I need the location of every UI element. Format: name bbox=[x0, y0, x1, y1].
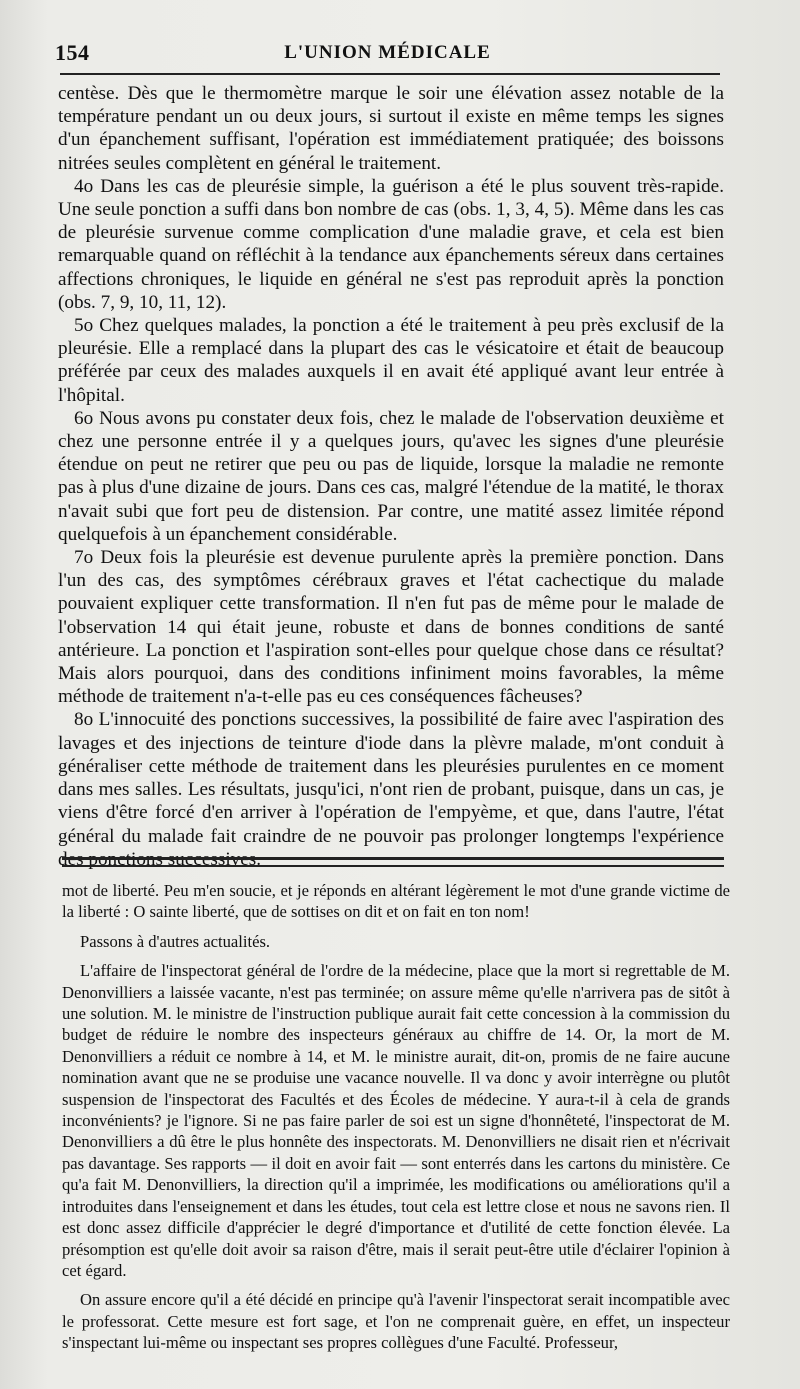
paragraph-continuation: centèse. Dès que le thermomètre marque le soir une élévation assez notable de la température pendant un ou deux jours, si surtout il existe en même temps les signes d'un épanchement suffisant, l'opération est immédiatement pratiquée; des boissons nitrées seules complètent en général le traitement. bbox=[58, 83, 724, 174]
feuilleton-paragraph-transition: Passons à d'autres actualités. bbox=[80, 931, 271, 951]
paragraph-point-6: 6o Nous avons pu constater deux fois, chez le malade de l'observation deuxième et chez une personne entrée il y a quelques jours, qu'avec les signes d'une pleurésie étendue on peut ne retirer que peu ou pas de liquide, lorsque la maladie ne remonte pas à plus d'une dizaine de jours. Dans ces cas, malgré l'étendue de la matité, le thorax n'avait subi que fort peu de distension. Par contre, une matité assez limitée répond quelquefois à un épanchement considérable. bbox=[58, 407, 724, 545]
paragraph-point-4: 4o Dans les cas de pleurésie simple, la guérison a été le plus souvent très-rapide. Une seule ponction a suffi dans bon nombre de cas (obs. 1, 3, 4, 5). Même dans les cas de pleurésie survenue comme complication d'une maladie grave, et cela est bien remarquable quand on réfléchit à la tendance aux épanchements séreux dans certaines affections chroniques, le liquide en général ne s'est pas reproduit après la ponction (obs. 7, 9, 10, 11, 12). bbox=[58, 175, 724, 313]
section-divider bbox=[62, 857, 724, 867]
paragraph-point-8: 8o L'innocuité des ponctions successives, la possibilité de faire avec l'aspiration des lavages et des injections de teinture d'iode dans la plèvre malade, m'ont conduit à généraliser cette méthode de traitement dans les pleurésies purulentes en ce moment dans mes salles. Les résultats, jusqu'ici, n'ont rien de probant, puisque, dans un cas, je viens d'être forcé d'en arriver à l'opération de l'empyème, et que, dans l'autre, l'état général du malade fait craindre de ne pouvoir pas prolonger longtemps l'expérience des ponctions successives. bbox=[58, 709, 724, 870]
feuilleton-paragraph-continuation: mot de liberté. Peu m'en soucie, et je réponds en altérant légèrement le mot d'une grande victime de la liberté : O sainte liberté, que de sottises on dit et on fait en ton nom! bbox=[62, 881, 730, 922]
feuilleton-paragraph-inspectorat: L'affaire de l'inspectorat général de l'ordre de la médecine, place que la mort si regrettable de M. Denonvilliers a laissée vacante, n'est pas terminée; on assure même qu'elle n'arrivera pas de sitôt à une solution. M. le ministre de l'instruction publique aurait fait cette concession à la commission du budget de réduire le nombre des inspecteurs généraux au chiffre de 14. Or, la mort de M. Denonvilliers a réduit ce nombre à 14, et M. le ministre aurait, dit-on, promis de ne faire aucune nomination avant que ne se produise une vacance nouvelle. Il va donc y avoir interrègne ou plutôt suspension de l'inspectorat des Facultés et des Écoles de médecine. Y aura-t-il à cela de grands inconvénients? je l'ignore. Si ne pas faire parler de soi est un signe d'honnêteté, l'inspectorat de M. Denonvilliers a dû être le plus honnête des inspectorats. M. Denonvilliers ne disait rien et n'écrivait pas davantage. Ses rapports — il doit en avoir fait — sont enterrés dans les cartons du ministère. Ce qu'a fait M. Denonvilliers, la direction qu'il a imprimée, les modifications ou améliorations qu'il a introduites dans l'enseignement et dans les études, tout cela est lettre close et nous ne savons rien. Il est donc assez difficile d'apprécier le degré d'importance et d'utilité de cette fonction élevée. La présomption est qu'elle doit avoir sa raison d'être, mais il serait peut-être utile d'éclairer l'opinion à cet égard. bbox=[62, 961, 730, 1280]
feuilleton-column bbox=[62, 880, 730, 1362]
paragraph-point-5: 5o Chez quelques malades, la ponction a été le traitement à peu près exclusif de la pleurésie. Elle a remplacé dans la plupart des cas le vésicatoire et était de beaucoup préférée par ceux des malades auxquels il en avait été appliqué avant leur entrée à l'hôpital. bbox=[58, 315, 724, 406]
running-head: L'UNION MÉDICALE bbox=[284, 42, 491, 63]
main-article bbox=[58, 82, 724, 871]
feuilleton-paragraph-professorat: On assure encore qu'il a été décidé en principe qu'à l'avenir l'inspectorat serait incompatible avec le professorat. Cette mesure est fort sage, et l'on ne comprenait guère, en effet, un inspecteur s'inspectant lui-même ou inspectant ses propres collègues d'une Faculté. Professeur, bbox=[62, 1290, 730, 1353]
page-header bbox=[55, 40, 720, 72]
paragraph-point-7: 7o Deux fois la pleurésie est devenue purulente après la première ponction. Dans l'un des cas, des symptômes cérébraux graves et l'état cachectique du malade pouvaient expliquer cette transformation. Il n'en fut pas de même pour le malade de l'observation 14 qui était jeune, robuste et dans de bonnes conditions de santé antérieure. La ponction et l'aspiration sont-elles pour quelque chose dans ce résultat? Mais alors pourquoi, dans des conditions infiniment moins favorables, la même méthode de traitement n'a-t-elle pas eu ces conséquences fâcheuses? bbox=[58, 547, 724, 708]
header-rule bbox=[60, 73, 720, 75]
page-number: 154 bbox=[55, 40, 90, 65]
